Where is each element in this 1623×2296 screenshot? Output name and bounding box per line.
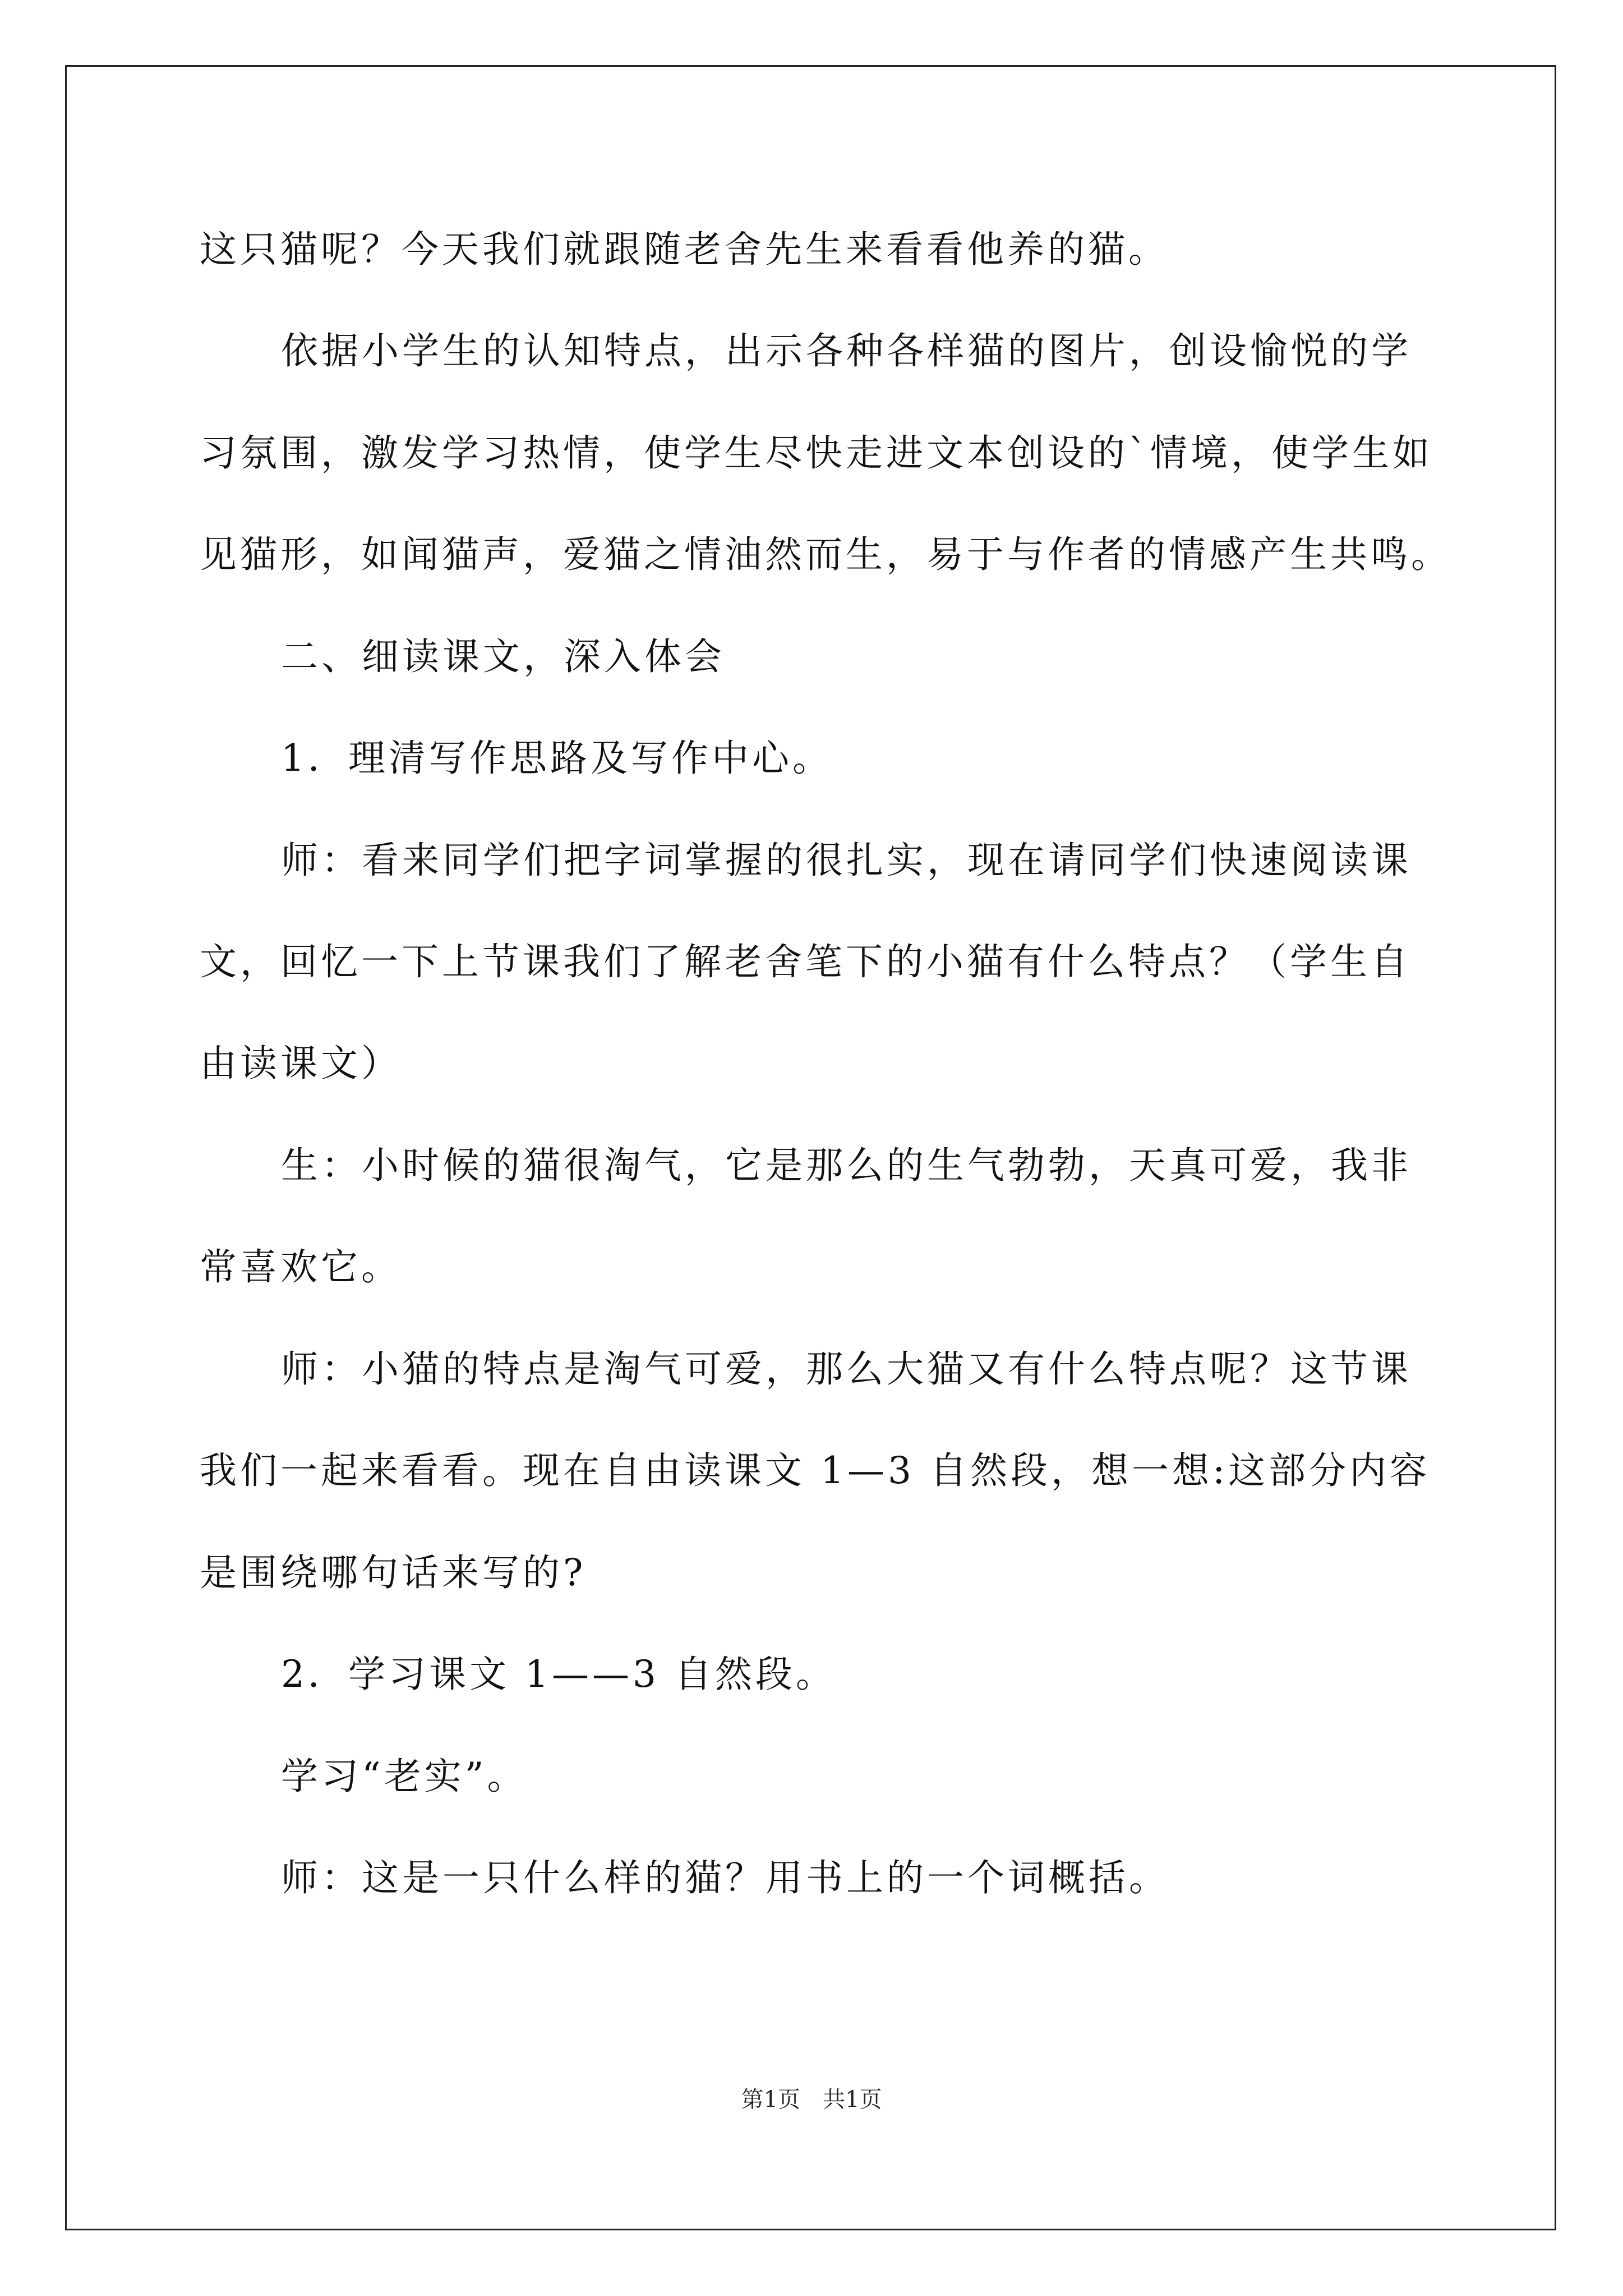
text-line: 我们一起来看看。现在自由读课文 1—3 自然段，想一想:这部分内容 [200,1449,1431,1492]
text-line: 师：看来同学们把字词掌握的很扎实，现在请同学们快速阅读课 [281,839,1412,882]
text-line: 1．理清写作思路及写作中心。 [281,737,833,780]
text-line: 生：小时候的猫很淘气，它是那么的生气勃勃，天真可爱，我非 [281,1144,1412,1187]
text-line: 依据小学生的认知特点，出示各种各样猫的图片，创设愉悦的学 [281,329,1412,372]
page-total: 共1页 [823,2087,882,2113]
text-line: 习氛围，激发学习热情，使学生尽快走进文本创设的`情境，使学生如 [200,431,1433,475]
text-line: 2．学习课文 1——3 自然段。 [281,1653,836,1696]
text-line: 这只猫呢？今天我们就跟随老舍先生来看看他养的猫。 [200,228,1169,271]
text-line: 见猫形，如闻猫声，爱猫之情油然而生，易于与作者的情感产生共鸣。 [200,533,1451,576]
text-line: 由读课文） [200,1042,402,1085]
text-line: 师：小猫的特点是淘气可爱，那么大猫又有什么特点呢？这节课 [281,1347,1412,1391]
page-number: 第1页 [741,2087,800,2113]
page-footer [0,2086,1623,2114]
text-line: 是围绕哪句话来写的? [200,1551,587,1594]
section-heading: 二、细读课文，深入体会 [281,635,725,678]
text-line: 师：这是一只什么样的猫？用书上的一个词概括。 [281,1856,1169,1899]
text-line: 学习“老实”。 [281,1755,528,1798]
text-line: 文，回忆一下上节课我们了解老舍笔下的小猫有什么特点？（学生自 [200,940,1411,983]
text-line: 常喜欢它。 [200,1245,402,1289]
